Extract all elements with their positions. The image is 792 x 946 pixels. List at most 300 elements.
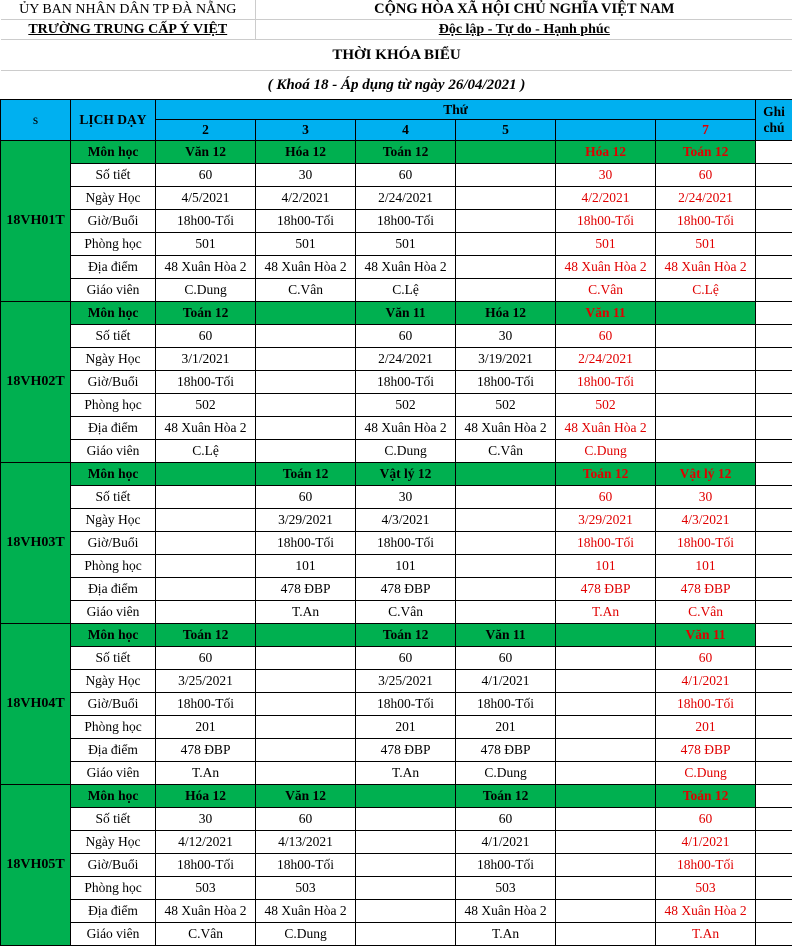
row-label: Ngày Học bbox=[71, 670, 156, 693]
schedule-cell: 502 bbox=[356, 394, 456, 417]
subject-cell: Hóa 12 bbox=[556, 141, 656, 164]
class-code: 18VH04T bbox=[1, 624, 71, 785]
subject-cell: Vật lý 12 bbox=[356, 463, 456, 486]
note-cell bbox=[756, 509, 792, 532]
schedule-cell: 4/5/2021 bbox=[156, 187, 256, 210]
schedule-cell: 60 bbox=[656, 808, 756, 831]
subject-cell: Toán 12 bbox=[456, 785, 556, 808]
subject-cell: Văn 12 bbox=[156, 141, 256, 164]
subject-cell: Văn 11 bbox=[656, 624, 756, 647]
note-cell bbox=[756, 900, 792, 923]
note-cell bbox=[756, 302, 792, 325]
schedule-cell: T.An bbox=[556, 601, 656, 624]
row-label: Địa điểm bbox=[71, 900, 156, 923]
note-cell bbox=[756, 256, 792, 279]
note-cell bbox=[756, 187, 792, 210]
row-label: Số tiết bbox=[71, 808, 156, 831]
col-schedule-header: LỊCH DẠY bbox=[71, 100, 156, 141]
schedule-cell: 101 bbox=[256, 555, 356, 578]
schedule-cell: 18h00-Tối bbox=[656, 210, 756, 233]
table-row bbox=[1, 578, 792, 601]
schedule-cell: 3/19/2021 bbox=[456, 348, 556, 371]
schedule-cell: C.Vân bbox=[156, 923, 256, 946]
row-label: Địa điểm bbox=[71, 578, 156, 601]
row-label: Phòng học bbox=[71, 877, 156, 900]
subject-cell: Hóa 12 bbox=[156, 785, 256, 808]
schedule-cell bbox=[456, 601, 556, 624]
schedule-cell: T.An bbox=[456, 923, 556, 946]
table-row bbox=[1, 348, 792, 371]
schedule-cell bbox=[156, 555, 256, 578]
class-code: 18VH03T bbox=[1, 463, 71, 624]
schedule-cell bbox=[656, 348, 756, 371]
note-cell bbox=[756, 210, 792, 233]
schedule-cell bbox=[356, 877, 456, 900]
note-cell bbox=[756, 417, 792, 440]
row-label: Giờ/Buổi bbox=[71, 532, 156, 555]
subject-cell bbox=[556, 624, 656, 647]
schedule-cell: 18h00-Tối bbox=[256, 532, 356, 555]
table-row bbox=[1, 555, 792, 578]
note-cell bbox=[756, 647, 792, 670]
school-name: TRƯỜNG TRUNG CẤP Ý VIỆT bbox=[1, 20, 256, 40]
class-code: 18VH02T bbox=[1, 302, 71, 463]
row-label: Ngày Học bbox=[71, 187, 156, 210]
table-row bbox=[1, 325, 792, 348]
row-label: Phòng học bbox=[71, 716, 156, 739]
schedule-cell bbox=[556, 670, 656, 693]
schedule-cell bbox=[256, 647, 356, 670]
schedule-cell: 101 bbox=[356, 555, 456, 578]
subject-cell: Hóa 12 bbox=[456, 302, 556, 325]
schedule-cell: 30 bbox=[356, 486, 456, 509]
row-label: Địa điểm bbox=[71, 256, 156, 279]
schedule-cell bbox=[656, 440, 756, 463]
schedule-cell: 18h00-Tối bbox=[356, 532, 456, 555]
subject-cell bbox=[356, 785, 456, 808]
row-label: Phòng học bbox=[71, 394, 156, 417]
schedule-cell: 501 bbox=[556, 233, 656, 256]
table-row bbox=[1, 716, 792, 739]
row-label: Giờ/Buổi bbox=[71, 210, 156, 233]
schedule-cell bbox=[556, 831, 656, 854]
note-cell bbox=[756, 463, 792, 486]
schedule-cell: 3/25/2021 bbox=[156, 670, 256, 693]
schedule-cell: 48 Xuân Hòa 2 bbox=[356, 256, 456, 279]
schedule-cell: T.An bbox=[356, 762, 456, 785]
schedule-cell: 478 ĐBP bbox=[556, 578, 656, 601]
subject-cell bbox=[256, 624, 356, 647]
class-code: 18VH05T bbox=[1, 785, 71, 946]
schedule-cell: 478 ĐBP bbox=[356, 578, 456, 601]
schedule-cell: C.Dung bbox=[456, 762, 556, 785]
schedule-cell: 478 ĐBP bbox=[456, 739, 556, 762]
row-label: Ngày Học bbox=[71, 831, 156, 854]
schedule-cell: 48 Xuân Hòa 2 bbox=[256, 256, 356, 279]
table-row bbox=[1, 532, 792, 555]
table-row bbox=[1, 785, 792, 808]
table-row bbox=[1, 417, 792, 440]
table-row bbox=[1, 762, 792, 785]
note-cell bbox=[756, 693, 792, 716]
subject-cell: Hóa 12 bbox=[256, 141, 356, 164]
schedule-cell bbox=[356, 831, 456, 854]
schedule-cell: C.Vân bbox=[256, 279, 356, 302]
schedule-cell bbox=[356, 808, 456, 831]
schedule-cell: 4/1/2021 bbox=[656, 670, 756, 693]
schedule-cell bbox=[256, 670, 356, 693]
subject-cell: Vật lý 12 bbox=[656, 463, 756, 486]
schedule-cell bbox=[256, 348, 356, 371]
schedule-cell bbox=[456, 555, 556, 578]
schedule-cell: 4/1/2021 bbox=[456, 670, 556, 693]
schedule-cell: 4/2/2021 bbox=[256, 187, 356, 210]
table-row bbox=[1, 601, 792, 624]
schedule-cell: 18h00-Tối bbox=[156, 371, 256, 394]
table-row bbox=[1, 854, 792, 877]
table-row bbox=[1, 509, 792, 532]
subject-cell: Toán 12 bbox=[656, 141, 756, 164]
row-label: Giáo viên bbox=[71, 279, 156, 302]
schedule-cell: 478 ĐBP bbox=[656, 739, 756, 762]
schedule-cell bbox=[456, 532, 556, 555]
row-label: Giáo viên bbox=[71, 601, 156, 624]
schedule-cell: 478 ĐBP bbox=[156, 739, 256, 762]
table-row bbox=[1, 279, 792, 302]
schedule-cell: T.An bbox=[656, 923, 756, 946]
note-cell bbox=[756, 670, 792, 693]
schedule-cell: 201 bbox=[656, 716, 756, 739]
schedule-cell bbox=[556, 739, 656, 762]
schedule-cell: 18h00-Tối bbox=[256, 854, 356, 877]
table-row bbox=[1, 739, 792, 762]
subject-cell bbox=[656, 302, 756, 325]
schedule-cell: 48 Xuân Hòa 2 bbox=[356, 417, 456, 440]
schedule-cell: 48 Xuân Hòa 2 bbox=[156, 900, 256, 923]
subject-cell: Toán 12 bbox=[656, 785, 756, 808]
schedule-cell: 4/1/2021 bbox=[656, 831, 756, 854]
schedule-cell: 18h00-Tối bbox=[356, 693, 456, 716]
table-row bbox=[1, 923, 792, 946]
schedule-cell: 502 bbox=[156, 394, 256, 417]
schedule-cell bbox=[456, 233, 556, 256]
row-label: Môn học bbox=[71, 463, 156, 486]
row-label: Ngày Học bbox=[71, 509, 156, 532]
note-cell bbox=[756, 923, 792, 946]
schedule-cell: 30 bbox=[156, 808, 256, 831]
schedule-cell: 60 bbox=[256, 486, 356, 509]
schedule-cell: 18h00-Tối bbox=[156, 693, 256, 716]
schedule-cell: C.Dung bbox=[156, 279, 256, 302]
schedule-cell bbox=[256, 417, 356, 440]
schedule-cell bbox=[456, 164, 556, 187]
row-label: Địa điểm bbox=[71, 417, 156, 440]
table-row bbox=[1, 440, 792, 463]
subject-cell bbox=[556, 785, 656, 808]
schedule-cell bbox=[256, 440, 356, 463]
schedule-cell: 18h00-Tối bbox=[556, 210, 656, 233]
day-header-6: 7 bbox=[656, 120, 756, 141]
row-label: Môn học bbox=[71, 302, 156, 325]
note-cell bbox=[756, 831, 792, 854]
subject-cell: Toán 12 bbox=[356, 141, 456, 164]
table-row bbox=[1, 302, 792, 325]
schedule-cell: 18h00-Tối bbox=[256, 210, 356, 233]
row-label: Giờ/Buổi bbox=[71, 693, 156, 716]
schedule-cell bbox=[656, 325, 756, 348]
schedule-cell: T.An bbox=[256, 601, 356, 624]
schedule-cell: 30 bbox=[556, 164, 656, 187]
table-row bbox=[1, 463, 792, 486]
table-row bbox=[1, 877, 792, 900]
schedule-cell: 60 bbox=[156, 647, 256, 670]
schedule-cell bbox=[356, 900, 456, 923]
schedule-cell: 18h00-Tối bbox=[156, 854, 256, 877]
note-cell bbox=[756, 624, 792, 647]
schedule-cell bbox=[456, 509, 556, 532]
schedule-cell: 2/24/2021 bbox=[356, 187, 456, 210]
org-left: ỦY BAN NHÂN DÂN TP ĐÀ NẴNG bbox=[1, 0, 256, 20]
schedule-cell bbox=[556, 877, 656, 900]
row-label: Giáo viên bbox=[71, 923, 156, 946]
schedule-cell bbox=[256, 762, 356, 785]
schedule-cell: 30 bbox=[256, 164, 356, 187]
row-label: Giờ/Buổi bbox=[71, 854, 156, 877]
schedule-cell bbox=[256, 739, 356, 762]
col-day-header: Thứ bbox=[156, 100, 756, 120]
schedule-cell: 3/1/2021 bbox=[156, 348, 256, 371]
schedule-cell: 2/24/2021 bbox=[556, 348, 656, 371]
note-cell bbox=[756, 762, 792, 785]
schedule-cell: 18h00-Tối bbox=[456, 371, 556, 394]
schedule-cell bbox=[456, 486, 556, 509]
schedule-cell bbox=[156, 601, 256, 624]
schedule-cell bbox=[256, 716, 356, 739]
subject-cell: Toán 12 bbox=[156, 302, 256, 325]
row-label: Số tiết bbox=[71, 325, 156, 348]
page-subtitle: ( Khoá 18 - Áp dụng từ ngày 26/04/2021 ) bbox=[1, 71, 792, 100]
schedule-cell bbox=[356, 854, 456, 877]
schedule-cell: 101 bbox=[656, 555, 756, 578]
note-cell bbox=[756, 394, 792, 417]
schedule-cell: 503 bbox=[456, 877, 556, 900]
schedule-cell: 18h00-Tối bbox=[356, 210, 456, 233]
row-label: Ngày Học bbox=[71, 348, 156, 371]
schedule-cell bbox=[156, 532, 256, 555]
col-s-header: s bbox=[1, 100, 71, 141]
schedule-cell: 48 Xuân Hòa 2 bbox=[656, 256, 756, 279]
schedule-cell: 60 bbox=[456, 647, 556, 670]
schedule-cell: C.Vân bbox=[456, 440, 556, 463]
table-row bbox=[1, 256, 792, 279]
schedule-cell: C.Vân bbox=[556, 279, 656, 302]
schedule-cell: 60 bbox=[556, 325, 656, 348]
schedule-cell bbox=[656, 417, 756, 440]
schedule-cell: 4/2/2021 bbox=[556, 187, 656, 210]
schedule-cell: C.Dung bbox=[656, 762, 756, 785]
row-label: Phòng học bbox=[71, 555, 156, 578]
schedule-cell: 2/24/2021 bbox=[356, 348, 456, 371]
schedule-cell: 4/3/2021 bbox=[656, 509, 756, 532]
note-cell bbox=[756, 555, 792, 578]
row-label: Số tiết bbox=[71, 164, 156, 187]
schedule-cell bbox=[456, 187, 556, 210]
subject-cell: Toán 12 bbox=[256, 463, 356, 486]
schedule-cell: 30 bbox=[656, 486, 756, 509]
schedule-cell bbox=[556, 762, 656, 785]
day-header-1: 2 bbox=[156, 120, 256, 141]
schedule-cell: 60 bbox=[156, 164, 256, 187]
subject-cell bbox=[456, 141, 556, 164]
subject-cell: Toán 12 bbox=[556, 463, 656, 486]
table-row bbox=[1, 141, 792, 164]
class-code: 18VH01T bbox=[1, 141, 71, 302]
row-label: Giáo viên bbox=[71, 440, 156, 463]
schedule-cell: C.Lệ bbox=[356, 279, 456, 302]
subject-cell: Văn 11 bbox=[356, 302, 456, 325]
schedule-cell bbox=[556, 923, 656, 946]
row-label: Số tiết bbox=[71, 486, 156, 509]
schedule-cell: 48 Xuân Hòa 2 bbox=[156, 256, 256, 279]
table-row bbox=[1, 486, 792, 509]
row-label: Giờ/Buổi bbox=[71, 371, 156, 394]
schedule-cell: 30 bbox=[456, 325, 556, 348]
schedule-cell bbox=[456, 256, 556, 279]
schedule-cell: C.Dung bbox=[356, 440, 456, 463]
table-row bbox=[1, 187, 792, 210]
subject-cell: Văn 11 bbox=[556, 302, 656, 325]
note-cell bbox=[756, 348, 792, 371]
schedule-cell: 18h00-Tối bbox=[656, 532, 756, 555]
schedule-cell bbox=[456, 210, 556, 233]
schedule-cell: 3/29/2021 bbox=[556, 509, 656, 532]
note-cell bbox=[756, 325, 792, 348]
schedule-cell: C.Lệ bbox=[156, 440, 256, 463]
schedule-cell: 48 Xuân Hòa 2 bbox=[256, 900, 356, 923]
schedule-cell: 501 bbox=[356, 233, 456, 256]
schedule-cell: 48 Xuân Hòa 2 bbox=[656, 900, 756, 923]
subject-cell: Văn 11 bbox=[456, 624, 556, 647]
table-row bbox=[1, 164, 792, 187]
schedule-cell: 502 bbox=[456, 394, 556, 417]
schedule-cell: C.Vân bbox=[656, 601, 756, 624]
schedule-cell: 60 bbox=[256, 808, 356, 831]
note-cell bbox=[756, 716, 792, 739]
table-row bbox=[1, 670, 792, 693]
note-cell bbox=[756, 601, 792, 624]
schedule-cell: 18h00-Tối bbox=[656, 693, 756, 716]
page-title: THỜI KHÓA BIỂU bbox=[1, 40, 792, 71]
schedule-cell: 60 bbox=[456, 808, 556, 831]
schedule-cell: 18h00-Tối bbox=[456, 854, 556, 877]
row-label: Địa điểm bbox=[71, 739, 156, 762]
table-row bbox=[1, 394, 792, 417]
schedule-cell bbox=[156, 486, 256, 509]
schedule-cell: 4/13/2021 bbox=[256, 831, 356, 854]
note-cell bbox=[756, 233, 792, 256]
table-row bbox=[1, 624, 792, 647]
row-label: Phòng học bbox=[71, 233, 156, 256]
col-note-header: Ghi chú bbox=[756, 100, 792, 141]
schedule-cell: 3/29/2021 bbox=[256, 509, 356, 532]
schedule-cell: 3/25/2021 bbox=[356, 670, 456, 693]
schedule-cell bbox=[556, 647, 656, 670]
schedule-cell: 101 bbox=[556, 555, 656, 578]
table-row bbox=[1, 693, 792, 716]
row-label: Môn học bbox=[71, 141, 156, 164]
schedule-cell: C.Vân bbox=[356, 601, 456, 624]
note-cell bbox=[756, 486, 792, 509]
note-cell bbox=[756, 440, 792, 463]
schedule-cell: 201 bbox=[356, 716, 456, 739]
row-label: Giáo viên bbox=[71, 762, 156, 785]
schedule-cell bbox=[556, 808, 656, 831]
schedule-cell bbox=[456, 578, 556, 601]
row-label: Môn học bbox=[71, 785, 156, 808]
schedule-cell: 60 bbox=[556, 486, 656, 509]
schedule-cell: 60 bbox=[156, 325, 256, 348]
schedule-cell: 4/12/2021 bbox=[156, 831, 256, 854]
note-cell bbox=[756, 532, 792, 555]
schedule-cell: 502 bbox=[556, 394, 656, 417]
schedule-cell: 48 Xuân Hòa 2 bbox=[156, 417, 256, 440]
schedule-cell: 60 bbox=[356, 164, 456, 187]
schedule-cell bbox=[656, 371, 756, 394]
day-header-4: 5 bbox=[456, 120, 556, 141]
subject-cell bbox=[456, 463, 556, 486]
schedule-cell: 503 bbox=[656, 877, 756, 900]
schedule-cell: 60 bbox=[656, 647, 756, 670]
table-row bbox=[1, 233, 792, 256]
schedule-cell: 201 bbox=[156, 716, 256, 739]
schedule-cell: 48 Xuân Hòa 2 bbox=[556, 417, 656, 440]
table-row bbox=[1, 371, 792, 394]
schedule-cell: 18h00-Tối bbox=[556, 371, 656, 394]
table-row bbox=[1, 808, 792, 831]
row-label: Môn học bbox=[71, 624, 156, 647]
subject-cell bbox=[256, 302, 356, 325]
note-cell bbox=[756, 141, 792, 164]
schedule-cell bbox=[556, 900, 656, 923]
schedule-cell bbox=[256, 394, 356, 417]
day-header-2: 3 bbox=[256, 120, 356, 141]
schedule-cell: 4/3/2021 bbox=[356, 509, 456, 532]
schedule-cell: 4/1/2021 bbox=[456, 831, 556, 854]
schedule-cell: 18h00-Tối bbox=[156, 210, 256, 233]
nation-title: CỘNG HÒA XÃ HỘI CHỦ NGHĨA VIỆT NAM bbox=[256, 0, 792, 20]
schedule-cell bbox=[356, 923, 456, 946]
schedule-cell bbox=[156, 509, 256, 532]
schedule-cell: 60 bbox=[656, 164, 756, 187]
schedule-cell bbox=[556, 854, 656, 877]
schedule-cell: C.Lệ bbox=[656, 279, 756, 302]
schedule-cell: 18h00-Tối bbox=[356, 371, 456, 394]
schedule-cell bbox=[556, 716, 656, 739]
note-cell bbox=[756, 578, 792, 601]
schedule-cell: 48 Xuân Hòa 2 bbox=[456, 900, 556, 923]
schedule-cell: C.Dung bbox=[256, 923, 356, 946]
subject-cell: Toán 12 bbox=[356, 624, 456, 647]
schedule-cell: 201 bbox=[456, 716, 556, 739]
schedule-cell bbox=[456, 279, 556, 302]
table-row bbox=[1, 647, 792, 670]
schedule-cell: 478 ĐBP bbox=[256, 578, 356, 601]
schedule-cell: 18h00-Tối bbox=[656, 854, 756, 877]
schedule-cell: 503 bbox=[256, 877, 356, 900]
subject-cell: Văn 12 bbox=[256, 785, 356, 808]
schedule-cell: 18h00-Tối bbox=[456, 693, 556, 716]
schedule-cell: 501 bbox=[656, 233, 756, 256]
